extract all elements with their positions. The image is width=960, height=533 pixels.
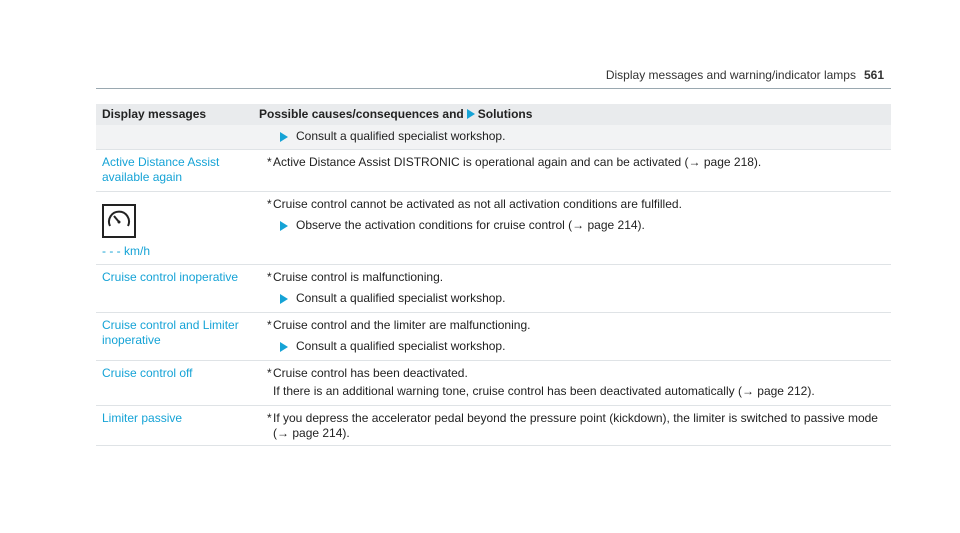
arrow-icon: [280, 221, 288, 231]
table-row: [96, 313, 891, 361]
cause-text: Cruise control cannot be activated as not all activation conditions are fulfilled.: [273, 197, 682, 211]
table-row: [96, 150, 891, 192]
bullet: *: [267, 411, 272, 425]
cause-text: Active Distance Assist DISTRONIC is operational again and can be activated (: [273, 155, 689, 169]
table-row: [96, 192, 891, 265]
arrow-icon: [467, 109, 475, 119]
cause-text-2: (: [273, 426, 277, 440]
section-title: Display messages and warning/indicator lamps: [605, 68, 856, 82]
table-row: [96, 265, 891, 313]
table-header-row: [96, 104, 891, 125]
display-message: Cruise control inoperative: [102, 270, 239, 284]
col-header-causes: [251, 107, 891, 122]
ref-arrow-icon: →: [688, 155, 701, 169]
table-row: [96, 361, 891, 406]
cause-text: Cruise control is malfunctioning.: [273, 270, 444, 284]
table-row: [96, 125, 891, 150]
col-header-causes-label: Possible causes/consequences and: [259, 107, 464, 121]
speedometer-icon: [102, 204, 136, 238]
bullet: *: [267, 366, 272, 380]
arrow-icon: [280, 132, 288, 142]
page-ref[interactable]: page 218).: [703, 155, 762, 169]
display-message-cont: inoperative: [102, 333, 161, 347]
cause-text: Cruise control and the limiter are malfunctioning.: [273, 318, 531, 332]
page-number: 561: [863, 68, 884, 82]
bullet: *: [267, 270, 272, 284]
display-message: Cruise control and Limiter: [102, 318, 239, 332]
ref-arrow-icon: →: [572, 218, 585, 232]
display-message: Limiter passive: [102, 411, 183, 425]
cause-text: Cruise control has been deactivated.: [273, 366, 468, 380]
header-rule: [96, 88, 891, 89]
action-text: Consult a qualified specialist workshop.: [296, 129, 506, 143]
page-ref[interactable]: page 214).: [587, 218, 645, 232]
bullet: *: [267, 197, 272, 211]
cause-text-2: If there is an additional warning tone, cruise control has been deactivated automatically (: [273, 384, 742, 398]
arrow-icon: [280, 294, 288, 304]
arrow-icon: [280, 342, 288, 352]
page-ref[interactable]: page 214).: [292, 426, 350, 440]
messages-table: [96, 104, 891, 446]
ref-arrow-icon: →: [277, 426, 289, 440]
bullet: *: [267, 318, 272, 332]
display-message: - - - km/h: [102, 244, 150, 258]
action-text: Consult a qualified specialist workshop.: [296, 339, 506, 353]
action-text: Consult a qualified specialist workshop.: [296, 291, 506, 305]
ref-arrow-icon: →: [741, 384, 754, 398]
col-header-display-messages: Display messages: [102, 107, 207, 121]
display-message: Cruise control off: [102, 366, 193, 380]
bullet: *: [267, 155, 272, 169]
table-row: [96, 406, 891, 446]
cause-text: If you depress the accelerator pedal beyond the pressure point (kickdown), the limiter is switched to passive mode: [273, 411, 878, 425]
display-message: Active Distance Assist available again: [102, 155, 220, 184]
col-header-solutions-label: Solutions: [477, 107, 533, 121]
running-header: [606, 68, 884, 82]
page-ref[interactable]: page 212).: [757, 384, 815, 398]
action-text: Observe the activation conditions for cruise control (: [296, 218, 573, 232]
